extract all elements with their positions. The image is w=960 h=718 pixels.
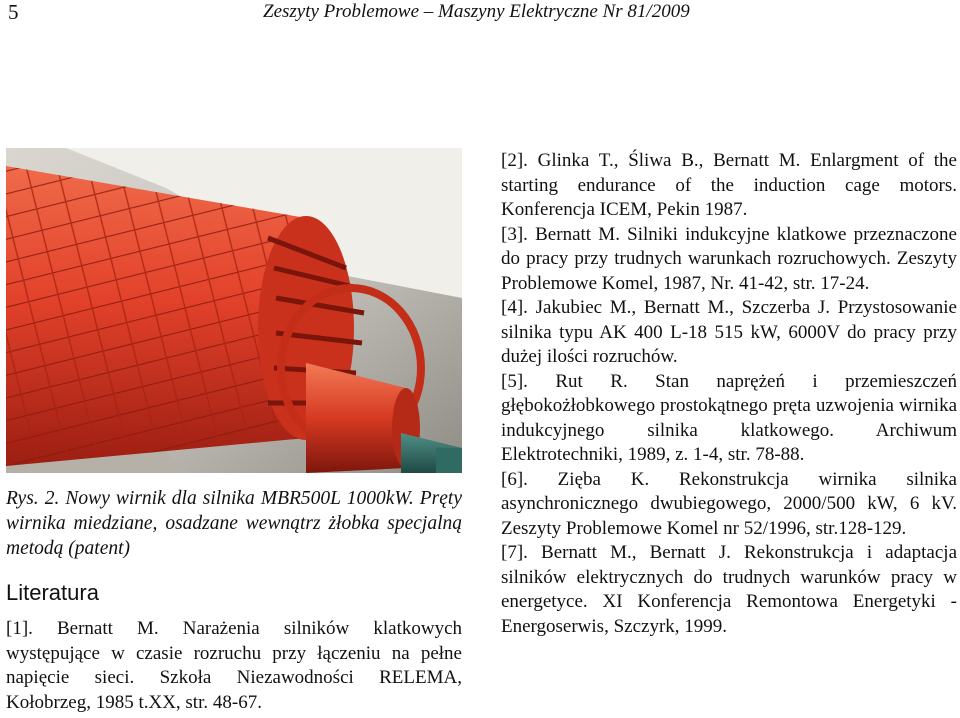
- reference-5: [5]. Rut R. Stan naprężeń i przemieszczeń głębokożłobkowego prostokątnego pręta uzwojenia wirnika indukcyjnego silnika klatkowego. Archiwum Elektrotechniki, 1989, z. 1-4, str. 78-88.: [501, 370, 957, 465]
- running-header: Zeszyty Problemowe – Maszyny Elektryczne Nr 81/2009: [263, 1, 690, 22]
- reference-list: [501, 149, 957, 639]
- section-heading: Literatura: [6, 580, 99, 605]
- reference-6: [6]. Zięba K. Rekonstrukcja wirnika silnika asynchronicznego dwubiegowego, 2000/500 kW, 6 kV. Zeszyty Problemowe Komel nr 52/1996, str.128-129.: [501, 468, 957, 539]
- reference-2: [2]. Glinka T., Śliwa B., Bernatt M. Enlargment of the starting endurance of the induction cage motors. Konferencja ICEM, Pekin 1987.: [501, 150, 957, 220]
- page-number: 5: [8, 0, 19, 24]
- rotor-photo: [6, 148, 462, 473]
- reference-3: [3]. Bernatt M. Silniki indukcyjne klatkowe przeznaczone do pracy przy trudnych warunkach rozruchowych. Zeszyty Problemowe Komel, 1987, Nr. 41-42, str. 17-24.: [501, 223, 957, 294]
- reference-1: [1]. Bernatt M. Narażenia silników klatkowych występujące w czasie rozruchu przy łączeniu na pełne napięcie sieci. Szkoła Niezawodności RELEMA, Kołobrzeg, 1985 t.XX, str. 48-67.: [6, 618, 462, 713]
- reference-7: [7]. Bernatt M., Bernatt J. Rekonstrukcja i adaptacja silników elektrycznych do trudnych warunków pracy w energetyce. XI Konferencja Remontowa Energetyki - Energoserwis, Szczyrk, 1999.: [501, 542, 957, 637]
- figure-caption: Rys. 2. Nowy wirnik dla silnika MBR500L 1000kW. Pręty wirnika miedziane, osadzane wewnątrz żłobka specjalną metodą (patent): [6, 488, 462, 559]
- reference-4: [4]. Jakubiec M., Bernatt M., Szczerba J. Przystosowanie silnika typu AK 400 L-18 515 kW, 6000V do pracy przy dużej ilości rozruchów.: [501, 297, 957, 367]
